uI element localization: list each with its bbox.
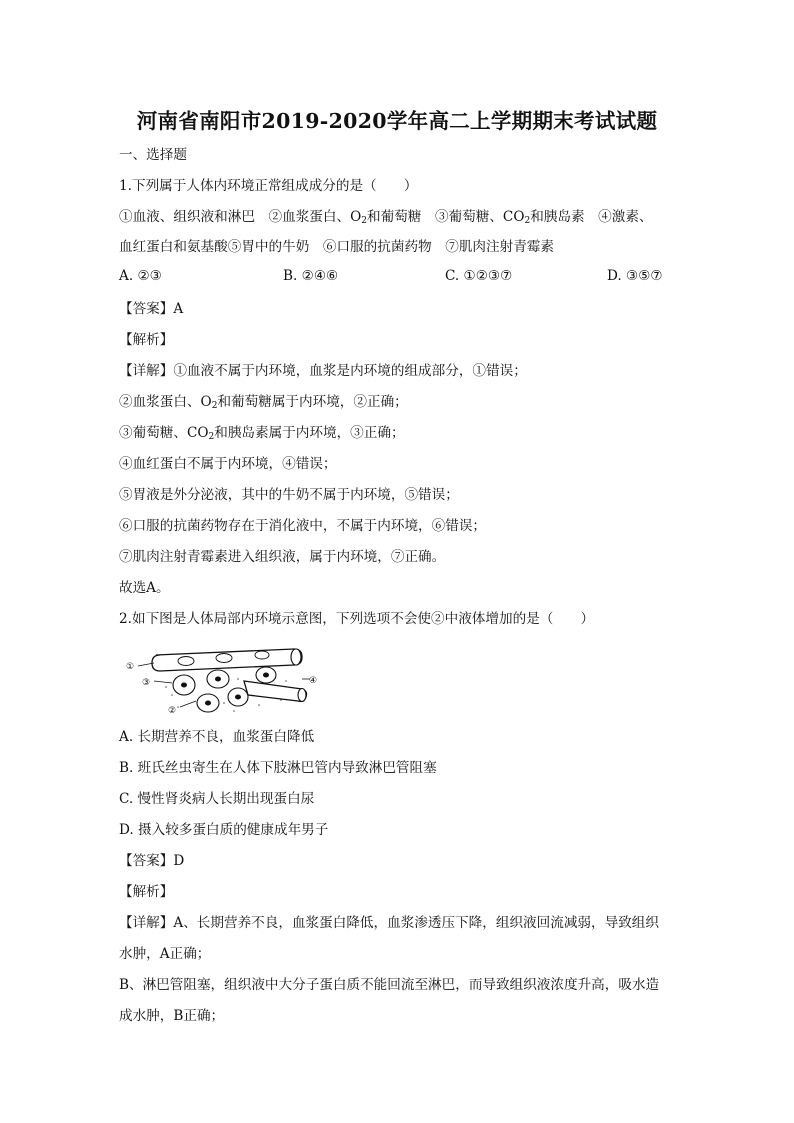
q1-items-line2: 血红蛋白和氨基酸⑤胃中的牛奶 ⑥口服的抗菌药物 ⑦肌肉注射青霉素 [119, 239, 554, 255]
q1-detail-4: ④血红蛋白不属于内环境，④错误； [119, 456, 337, 472]
q1-option-b: B. ②④⑥ [283, 268, 339, 284]
q1-items-line1 [119, 207, 653, 227]
label-1: ① [126, 662, 135, 672]
q1-option-d: D. ③⑤⑦ [607, 268, 663, 284]
q2-answer: 【答案】D [119, 853, 185, 869]
q1-answer: 【答案】A [119, 301, 184, 317]
label-4: ④ [309, 676, 318, 686]
q2-option-b: B. 班氏丝虫寄生在人体下肢淋巴管内导致淋巴管阻塞 [119, 760, 437, 776]
q2-option-c: C. 慢性肾炎病人长期出现蛋白尿 [119, 791, 315, 807]
subscript: 2 [211, 401, 218, 411]
q1-item-text: ①血液、组织液和淋巴 ②血浆蛋白、O [119, 209, 362, 225]
q2-analysis-heading: 【解析】 [119, 884, 174, 900]
q2-detail-a-line2: 水肿，A正确； [119, 946, 211, 962]
q1-detail-7: ⑦肌肉注射青霉素进入组织液，属于内环境，⑦正确。 [119, 549, 446, 565]
subscript: 2 [524, 216, 531, 226]
q1-detail-2 [119, 392, 408, 412]
q1-option-c: C. ①②③⑦ [445, 268, 513, 284]
q2-option-d: D. 摄入较多蛋白质的健康成年男子 [119, 822, 329, 838]
q2-detail-b-line2: 成水肿，B正确； [119, 1008, 225, 1024]
tissue-diagram-figure [126, 645, 318, 715]
section-heading: 一、选择题 [119, 147, 187, 163]
q1-detail-3 [119, 423, 405, 443]
page-title: 河南省南阳市2019-2020学年高二上学期期末考试试题 [136, 109, 658, 133]
q1-item-text: 和胰岛素 ④激素、 [530, 209, 653, 225]
q1-analysis-heading: 【解析】 [119, 332, 174, 348]
q1-item-text: 和葡萄糖 ③葡萄糖、CO [366, 209, 525, 225]
label-2: ② [168, 706, 177, 715]
subscript: 2 [208, 432, 215, 442]
q1-conclusion: 故选A。 [119, 580, 170, 596]
q1-option-a: A. ②③ [119, 268, 162, 284]
detail-text: ③葡萄糖、CO [119, 425, 209, 441]
lymph-vessel [244, 681, 307, 702]
q1-detail-1: 【详解】①血液不属于内环境，血浆是内环境的组成部分，①错误； [119, 363, 527, 379]
detail-text: 和胰岛素属于内环境，③正确； [214, 425, 405, 441]
q1-detail-6: ⑥口服的抗菌药物存在于消化液中，不属于内环境，⑥错误； [119, 518, 487, 534]
label-3: ③ [142, 678, 151, 688]
q2-option-a: A. 长期营养不良，血浆蛋白降低 [119, 729, 315, 745]
detail-text: ②血浆蛋白、O [119, 394, 212, 410]
detail-text: 和葡萄糖属于内环境，②正确； [217, 394, 408, 410]
q2-detail-b-line1: B、淋巴管阻塞，组织液中大分子蛋白质不能回流至淋巴，而导致组织液浓度升高，吸水造 [119, 977, 660, 993]
subscript: 2 [361, 216, 367, 226]
q2-detail-a-line1: 【详解】A、长期营养不良，血浆蛋白降低，血浆渗透压下降，组织液回流减弱，导致组织 [119, 915, 659, 931]
q1-stem: 1.下列属于人体内环境正常组成成分的是（ ） [119, 178, 418, 194]
q1-detail-5: ⑤胃液是外分泌液，其中的牛奶不属于内环境，⑤错误； [119, 487, 459, 503]
capillary-tube [152, 649, 302, 671]
q2-stem: 2.如下图是人体局部内环境示意图，下列选项不会使②中液体增加的是（ ） [119, 611, 595, 627]
